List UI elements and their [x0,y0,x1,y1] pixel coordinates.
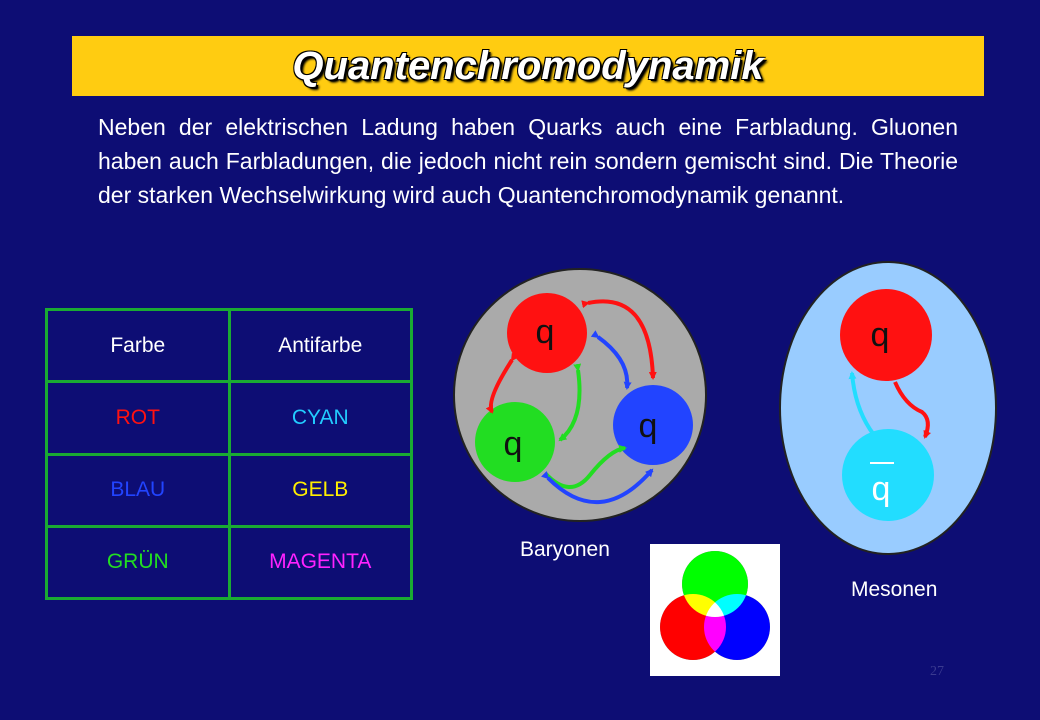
quark-label: q [870,316,890,354]
intro-paragraph: Neben der elektrischen Ladung haben Quarks auch eine Farbladung. Gluonen haben auch Farbladungen, die jedoch nicht rein sondern gemischt sind. Die Theorie der starken Wechselwirkung wird auch Quantenchromodynamik genannt. [98,114,958,208]
color-cell: GRÜN [47,526,230,598]
baryon-caption: Baryonen [520,538,610,561]
meson-caption: Mesonen [851,578,938,601]
additive-mix [650,544,780,676]
anticolor-cell: GELB [229,454,412,526]
header-farbe: Farbe [47,310,230,382]
page-title: Quantenchromodynamik [292,44,764,88]
quark-label: q [535,313,555,351]
anticolor-cell: MAGENTA [229,526,412,598]
header-antifarbe: Antifarbe [229,310,412,382]
quark-label: q [503,425,523,463]
color-cell: ROT [47,382,230,454]
meson-diagram [780,262,996,554]
anticolor-cell: CYAN [229,382,412,454]
color-cell: BLAU [47,454,230,526]
antiquark-label: q [871,470,891,508]
mix-blue [704,594,770,660]
baryon-diagram [454,269,706,521]
page-number: 27 [930,664,944,679]
quark-label: q [638,407,658,445]
